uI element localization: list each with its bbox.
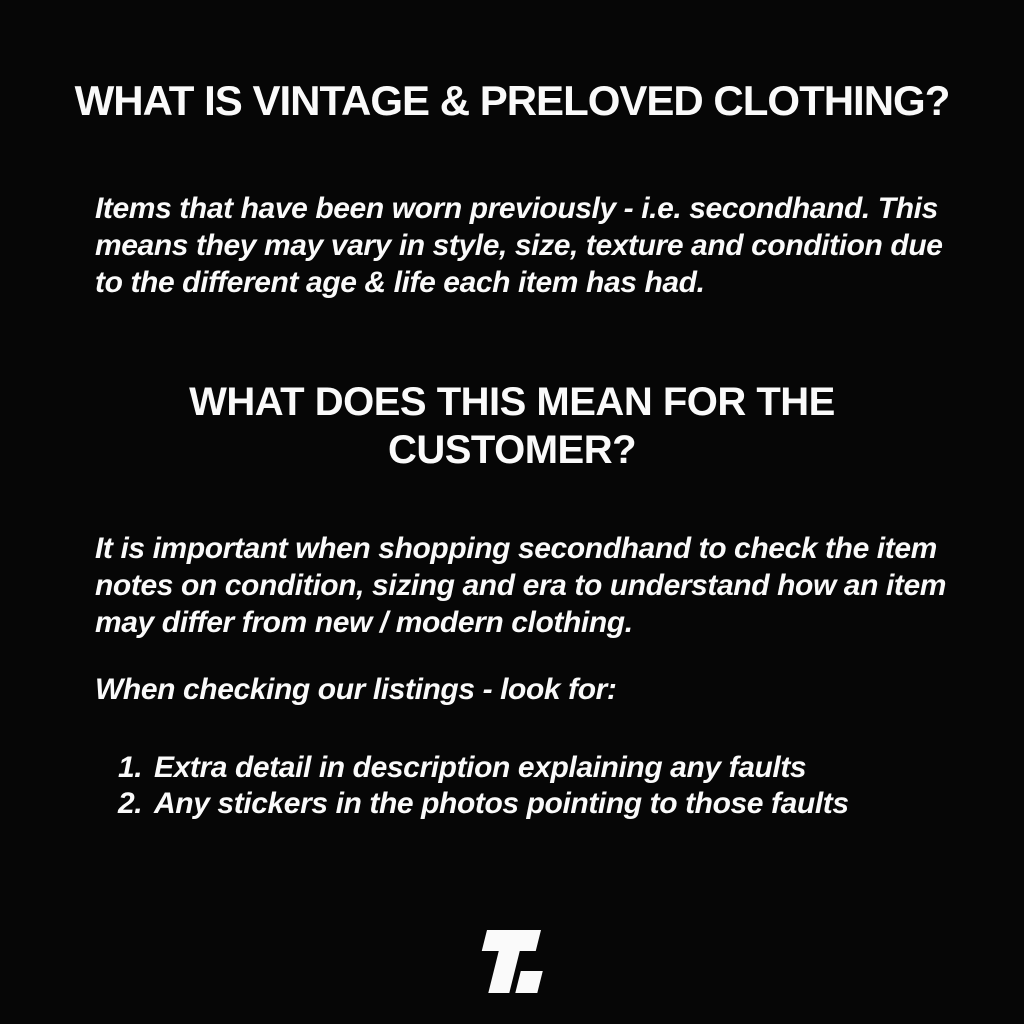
list-item (118, 786, 849, 822)
intro-line-3: to the different age & life each item has had. (95, 266, 705, 299)
faults-checklist (118, 750, 849, 822)
customer-line-3: may differ from new / modern clothing. (95, 606, 633, 639)
list-item-text: Extra detail in description explaining any faults (154, 751, 807, 784)
list-item-number: 2. (118, 787, 143, 820)
t-period (515, 971, 542, 993)
customer-section-heading (0, 378, 1024, 474)
page-title: WHAT IS VINTAGE & PRELOVED CLOTHING? (74, 77, 950, 124)
listings-leadin-text: When checking our listings - look for: (95, 673, 617, 706)
list-item-text: Any stickers in the photos pointing to those faults (154, 787, 849, 820)
intro-line-1: Items that have been worn previously - i.e. secondhand. This (95, 192, 938, 225)
list-item (118, 750, 849, 786)
list-item-number: 1. (118, 751, 143, 784)
customer-line-2: notes on condition, sizing and era to understand how an item (95, 569, 947, 602)
heading-line-2: CUSTOMER? (387, 428, 637, 472)
customer-paragraph (95, 530, 955, 641)
intro-paragraph (95, 190, 955, 301)
brand-t-logo-icon (470, 929, 544, 995)
customer-line-1: It is important when shopping secondhand to check the item (95, 532, 937, 565)
intro-line-2: means they may vary in style, size, texture and condition due (95, 229, 943, 262)
heading-line-1: WHAT DOES THIS MEAN FOR THE (189, 380, 835, 424)
